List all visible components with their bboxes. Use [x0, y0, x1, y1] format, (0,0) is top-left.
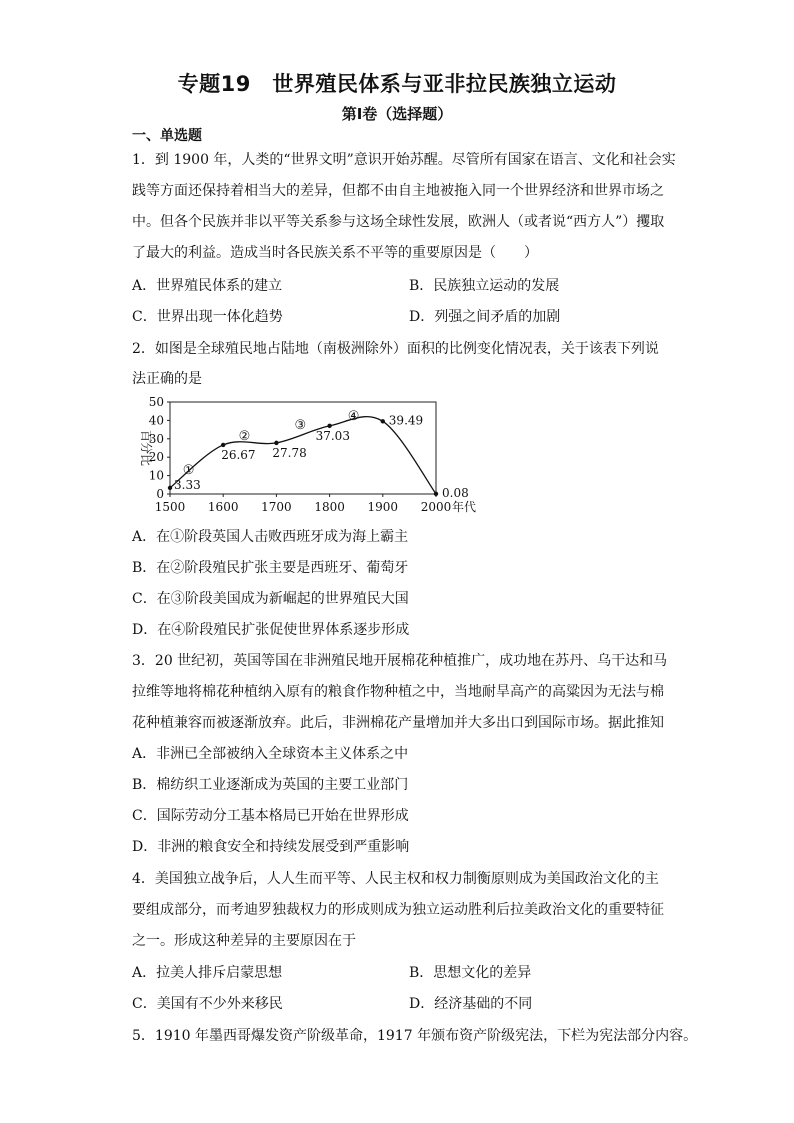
q1-line: 了最大的利益。造成当时各民族关系不平等的重要原因是（ ）	[132, 245, 538, 261]
y-tick-label: 0	[156, 487, 164, 501]
q2-option-c[interactable]: C．在③阶段美国成为新崛起的世界殖民大国	[132, 591, 409, 607]
y-tick-label: 40	[148, 413, 164, 428]
q1-line: 中。但各个民族并非以平等关系参与这场全球性发展，欧洲人（或者说“西方人”）攫取	[132, 214, 665, 230]
data-label: 27.78	[272, 445, 307, 460]
q3-option-c[interactable]: C．国际劳动分工基本格局已开始在世界形成	[132, 808, 409, 824]
q4-option-d[interactable]: D．经济基础的不同	[409, 996, 533, 1012]
q4-line: 4．美国独立战争后，人人生而平等、人民主权和权力制衡原则成为美国政治文化的主	[132, 871, 659, 887]
q1-option-a[interactable]: A．世界殖民体系的建立	[132, 278, 283, 294]
q2-line: 法正确的是	[132, 371, 202, 387]
x-tick-label: 2000	[420, 500, 452, 514]
data-point	[327, 424, 331, 428]
x-tick-label: 1600	[207, 500, 239, 514]
q3-option-b[interactable]: B．棉纺织工业逐渐成为英国的主要工业部门	[132, 777, 409, 793]
q1-option-d[interactable]: D．列强之间矛盾的加剧	[409, 309, 561, 325]
q3-line: 花种植兼容而被逐渐放弃。此后，非洲棉花产量增加并大多出口到国际市场。据此推知	[132, 715, 664, 731]
data-point	[168, 486, 172, 490]
data-point	[381, 419, 385, 423]
q4-option-b[interactable]: B．思想文化的差异	[409, 965, 532, 981]
stage-marker: ①	[182, 462, 195, 478]
q4-line: 之一。形成这种差异的主要原因在于	[132, 933, 356, 949]
q4-line: 要组成部分，而考迪罗独裁权力的形成则成为独立运动胜利后拉美政治文化的重要特征	[132, 902, 664, 918]
data-label: 3.33	[174, 477, 201, 492]
x-axis-label: 年代	[452, 500, 477, 514]
x-tick-label: 1700	[261, 500, 292, 514]
q3-line: 3．20 世纪初，英国等国在非洲殖民地开展棉花种植推广，成功地在苏丹、乌干达和马	[132, 653, 668, 669]
data-label: 26.67	[221, 447, 256, 462]
q1-line: 践等方面还保持着相当大的差异，但都不由自主地被拖入同一个世界经济和世界市场之	[132, 183, 664, 199]
stage-marker: ④	[347, 408, 360, 424]
x-tick-label: 1900	[367, 500, 399, 514]
q5-line: 5．1910 年墨西哥爆发资产阶级革命，1917 年颁布资产阶级宪法，下栏为宪法部分内容。	[132, 1028, 698, 1044]
q1-option-c[interactable]: C．世界出现一体化趋势	[132, 309, 283, 325]
q2-option-b[interactable]: B．在②阶段殖民扩张主要是西班牙、葡萄牙	[132, 560, 409, 576]
y-tick-label: 30	[148, 431, 164, 446]
stage-marker: ③	[294, 418, 307, 434]
data-point	[434, 492, 438, 496]
q3-option-a[interactable]: A．非洲已全部被纳入全球资本主义体系之中	[132, 746, 409, 762]
data-point	[274, 441, 278, 445]
y-tick-label: 10	[148, 468, 164, 483]
q3-option-d[interactable]: D．非洲的粮食安全和持续发展受到严重影响	[132, 839, 410, 855]
x-tick-label: 1800	[314, 500, 345, 514]
colony-area-line-chart	[128, 390, 508, 520]
data-point	[221, 443, 225, 447]
stage-marker: ②	[238, 429, 251, 445]
page-subtitle: 第Ⅰ卷（选择题）	[341, 105, 453, 123]
q1-option-b[interactable]: B．民族独立运动的发展	[409, 278, 560, 294]
data-label: 37.03	[315, 428, 350, 443]
data-label: 39.49	[388, 413, 424, 428]
y-tick-label: 20	[148, 450, 164, 465]
q4-option-a[interactable]: A．拉美人排斥启蒙思想	[132, 965, 283, 981]
y-axis-label: 百分比	[139, 429, 153, 467]
x-tick-label: 1500	[154, 500, 186, 514]
q1-line: 1．到 1900 年，人类的“世界文明”意识开始苏醒。尽管所有国家在语言、文化和社会实	[132, 152, 676, 168]
data-label: 0.08	[442, 485, 469, 500]
q3-line: 拉维等地将棉花种植纳入原有的粮食作物种植之中，当地耐旱高产的高粱因为无法与棉	[132, 684, 664, 700]
q2-option-d[interactable]: D．在④阶段殖民扩张促使世界体系逐步形成	[132, 622, 410, 638]
q2-option-a[interactable]: A．在①阶段英国人击败西班牙成为海上霸主	[132, 529, 409, 545]
y-tick-label: 50	[148, 395, 164, 409]
q2-line: 2．如图是全球殖民地占陆地（南极洲除外）面积的比例变化情况表，关于该表下列说	[132, 341, 659, 357]
q4-option-c[interactable]: C．美国有不少外来移民	[132, 996, 283, 1012]
section-heading: 一、单选题	[132, 128, 202, 144]
page-title: 专题19 世界殖民体系与亚非拉民族独立运动	[177, 72, 617, 96]
